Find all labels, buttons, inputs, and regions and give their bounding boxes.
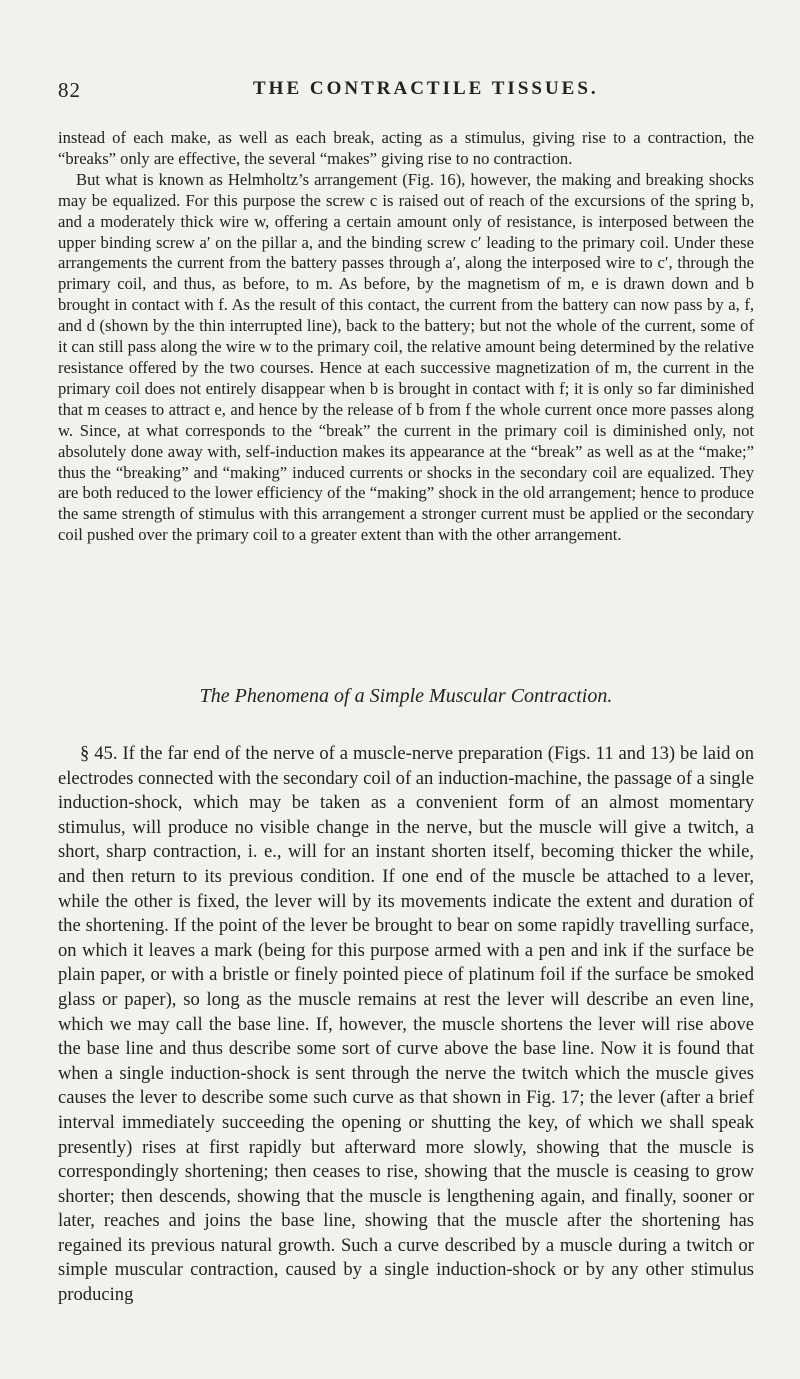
running-head: THE CONTRACTILE TISSUES. [253, 78, 599, 99]
paragraph-continuation: instead of each make, as well as each break, acting as a stimulus, giving rise to a contraction, the “breaks” only are effective, the several “makes” giving rise to no contraction. [58, 128, 754, 168]
section-heading: The Phenomena of a Simple Muscular Contraction. [199, 685, 613, 707]
paragraph-section-45: § 45. If the far end of the nerve of a muscle-nerve preparation (Figs. 11 and 13) be laid on electrodes connected with the secondary coil of an induction-machine, the passage of a single induction-shock, which may be taken as a convenient form of an almost momentary stimulus, will produce no visible change in the nerve, but the muscle will give a twitch, a short, sharp contraction, i. e., will for an instant shorten itself, becoming thicker the while, and then return to its previous condition. If one end of the muscle be attached to a lever, while the other is fixed, the lever will by its movements indicate the extent and duration of the shortening. If the point of the lever be brought to bear on some rapidly travelling surface, on which it leaves a mark (being for this purpose armed with a pen and ink if the surface be plain paper, or with a bristle or finely pointed piece of platinum foil if the surface be smoked glass or paper), so long as the muscle remains at rest the lever will describe an even line, which we may call the base line. If, however, the muscle shortens the lever will rise above the base line and thus describe some sort of curve above the base line. Now it is found that when a single induction-shock is sent through the nerve the twitch which the muscle gives causes the lever to describe some such curve as that shown in Fig. 17; the lever (after a brief interval immediately succeeding the opening or shutting the key, of which we shall speak presently) rises at first rapidly but afterward more slowly, showing that the muscle is correspondingly shortening; then ceases to rise, showing that the muscle is ceasing to grow shorter; then descends, showing that the muscle is lengthening again, and finally, sooner or later, reaches and joins the base line, showing that the muscle after the shortening has regained its previous natural growth. Such a curve described by a muscle during a twitch or simple muscular contraction, caused by a single induction-shock or by any other stimulus producing [58, 743, 754, 1306]
main-text-section [58, 742, 754, 1308]
paragraph-helmholtz-arrangement: But what is known as Helmholtz’s arrangement (Fig. 16), however, the making and breaking shocks may be equalized. For this purpose the screw c is raised out of reach of the excursions of the spring b, and a moderately thick wire w, offering a certain amount only of resistance, is interposed between the upper binding screw a′ on the pillar a, and the binding screw c′ leading to the primary coil. Under these arrangements the current from the battery passes through a′, along the interposed wire to c′, through the primary coil, and thus, as before, to m. As before, by the magnetism of m, e is drawn down and b brought in contact with f. As the result of this contact, the current from the battery can now pass by a, f, and d (shown by the thin interrupted line), back to the battery; but not the whole of the current, some of it can still pass along the wire w to the primary coil, the relative amount being determined by the relative resistance offered by the two courses. Hence at each successive magnetization of m, the current in the primary coil does not entirely disappear when b is brought in contact with f; it is only so far diminished that m ceases to attract e, and hence by the release of b from f the whole current once more passes along w. Since, at what corresponds to the “break” the current in the primary coil is diminished only, not absolutely done away with, self-induction makes its appearance at the “break” as well as at the “make;” thus the “breaking” and “making” induced currents or shocks in the secondary coil are equalized. They are both reduced to the lower efficiency of the “making” shock in the old arrangement; hence to produce the same strength of stimulus with this arrangement a stronger current must be applied or the secondary coil pushed over the primary coil to a greater extent than with the other arrangement. [58, 169, 754, 545]
page-number: 82 [58, 78, 81, 102]
small-print-section [58, 128, 754, 546]
page-header [58, 78, 754, 110]
